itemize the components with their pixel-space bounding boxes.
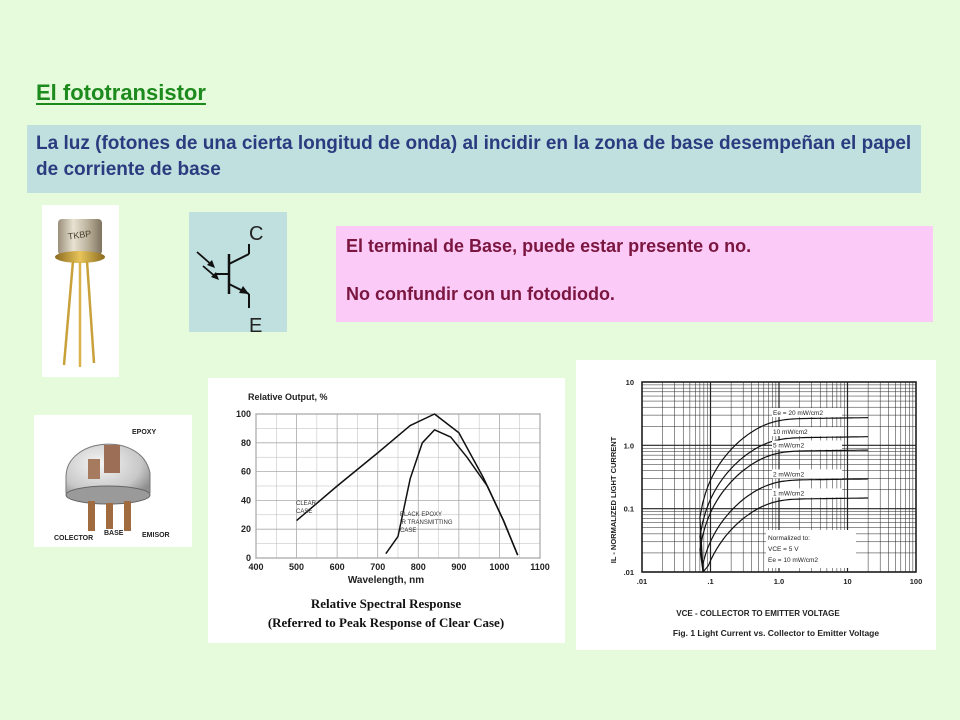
light-y-tick: 0.1 <box>623 504 634 514</box>
slide-title: El fototransistor <box>36 80 206 105</box>
cross-section-diagram <box>34 415 192 547</box>
spectral-x-tick: 900 <box>451 562 467 572</box>
pin-emitter <box>124 501 131 531</box>
spectral-caption-2: (Referred to Peak Response of Clear Case) <box>267 615 505 630</box>
pin-collector <box>88 501 95 531</box>
light-x-tick: .01 <box>636 577 648 586</box>
light-x-tick: .1 <box>707 577 714 586</box>
curve-label: 10 mW/cm2 <box>773 429 808 437</box>
light-xlabel: VCE - COLLECTOR TO EMITTER VOLTAGE <box>676 609 840 618</box>
series-black-epoxy <box>386 430 518 555</box>
spectral-x-tick: 600 <box>329 562 345 572</box>
collector-label: C <box>249 223 264 245</box>
phototransistor-symbol-icon <box>189 212 287 332</box>
light-current-chart <box>576 360 936 650</box>
curve-label: 5 mW/cm2 <box>773 442 805 450</box>
light-ylabel: IL - NORMALIZED LIGHT CURRENT <box>609 436 618 564</box>
light-y-tick: .01 <box>623 568 634 577</box>
light-y-tick: 1.0 <box>623 441 634 451</box>
spectral-x-tick: 1000 <box>489 562 510 572</box>
label-base: BASE <box>104 530 124 537</box>
light-caption: Fig. 1 Light Current vs. Collector to Emitter Voltage <box>672 628 880 638</box>
spectral-y-tick: 0 <box>245 553 251 563</box>
spectral-chart-svg <box>208 378 565 643</box>
header-disc <box>66 486 150 504</box>
transistor-symbol <box>189 212 287 332</box>
label-emisor: EMISOR <box>142 532 170 539</box>
curve-label: Ee = 20 mW/cm2 <box>773 410 824 418</box>
lead-left <box>64 261 73 365</box>
spectral-ylabel: Relative Output, % <box>248 392 328 402</box>
spectral-y-tick: 20 <box>240 524 251 535</box>
base-block <box>88 459 100 479</box>
black-case-label-3: CASE <box>400 528 417 534</box>
spectral-x-tick: 500 <box>289 562 305 572</box>
curve-label: 1 mW/cm2 <box>773 490 805 498</box>
spectral-y-tick: 100 <box>235 409 251 419</box>
norm-line-1: Normalized to: <box>768 535 810 542</box>
label-colector: COLECTOR <box>54 535 94 542</box>
intro-text-box <box>27 125 921 193</box>
light-chart-svg <box>576 360 936 650</box>
spectral-x-tick: 800 <box>410 562 426 572</box>
spectral-x-tick: 700 <box>370 562 386 572</box>
phototransistor-photo <box>42 205 119 377</box>
can-rim <box>55 251 105 263</box>
intro-text: La luz (fotones de una cierta longitud de onda) al incidir en la zona de base desempeñan el papel de corriente de base <box>36 133 912 180</box>
lead-right <box>87 261 94 363</box>
collector-arm <box>229 254 249 264</box>
curve-label: 2 mW/cm2 <box>773 471 805 479</box>
norm-line-3: Ee = 10 mW/cm2 <box>768 557 819 564</box>
spectral-x-tick: 1100 <box>530 562 550 572</box>
light-x-tick: 1.0 <box>773 577 785 586</box>
emitter-label: E <box>249 315 263 332</box>
phototransistor-image <box>42 205 119 377</box>
label-epoxy: EPOXY <box>132 429 157 436</box>
note-line-1: El terminal de Base, puede estar presente o no. <box>346 236 752 256</box>
spectral-y-tick: 60 <box>240 466 251 477</box>
black-case-label-1: BLACK EPOXY <box>400 512 443 518</box>
spectral-x-tick: 400 <box>248 562 264 572</box>
spectral-caption-1: Relative Spectral Response <box>310 596 462 611</box>
pin-base <box>106 503 113 529</box>
can-marking: TKBP <box>67 228 92 242</box>
norm-line-2: VCE = 5 V <box>768 546 799 553</box>
die-block <box>104 445 120 473</box>
spectral-response-chart <box>208 378 565 643</box>
normalized-note <box>766 530 856 568</box>
spectral-y-tick: 80 <box>240 437 251 448</box>
light-y-tick: 10 <box>625 378 634 387</box>
spectral-xlabel: Wavelength, nm <box>347 575 425 586</box>
clear-case-label-2: CASE <box>296 509 313 515</box>
light-x-tick: 10 <box>843 577 852 586</box>
black-case-label-2: IR TRANSMITTING <box>400 520 453 526</box>
light-x-tick: 100 <box>909 577 923 586</box>
note-line-2: No confundir con un fotodiodo. <box>346 284 615 304</box>
clear-case-label-1: CLEAR <box>296 501 317 507</box>
note-box <box>336 226 933 322</box>
spectral-y-tick: 40 <box>240 495 251 506</box>
cross-section-image <box>34 415 192 547</box>
